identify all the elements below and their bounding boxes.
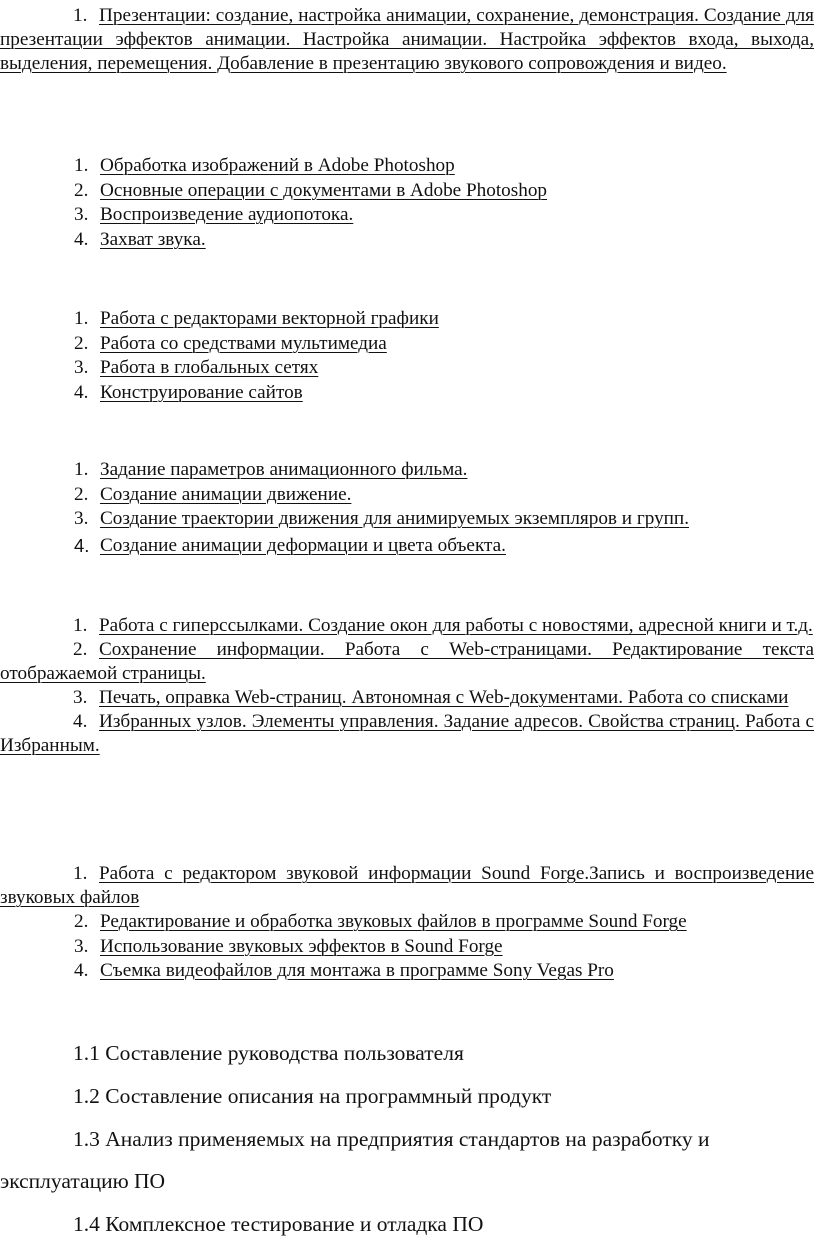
list-item xyxy=(0,228,816,253)
section-documentation xyxy=(0,1039,816,1238)
item-text: Задание параметров анимационного фильма. xyxy=(100,459,468,480)
list-item xyxy=(0,4,816,76)
list-item xyxy=(0,203,816,228)
item-text: Использование звуковых эффектов в Sound Forge xyxy=(100,935,503,957)
item-text: Обработка изображений в Adobe Photoshop xyxy=(100,155,455,176)
item-number: 2. xyxy=(74,911,89,932)
section-photoshop xyxy=(0,154,816,252)
item-text: Работа с редактором звуковой информации Sound Forge.Запись и воспроизведение звуковых файлов xyxy=(0,863,814,908)
item-number: 4. xyxy=(74,960,89,981)
item-text: Воспроизведение аудиопотока. xyxy=(100,204,354,225)
item-text: Работа с гиперссылками. Создание окон для работы с новостями, адресной книги и т.д. xyxy=(99,615,813,636)
list-item xyxy=(0,483,816,508)
item-number: 1. xyxy=(73,615,88,636)
list-item xyxy=(0,862,816,910)
list-item xyxy=(0,638,816,686)
item-number: 4. xyxy=(74,228,89,250)
section-web-browser xyxy=(0,614,816,758)
list-item xyxy=(0,356,816,381)
item-text: Сохранение информации. Работа с Web-страницами. Редактирование текста отображаемой страницы. xyxy=(0,639,814,684)
section-sound-forge xyxy=(0,862,816,984)
item-text: Работа со средствами мультимедиа xyxy=(100,332,387,354)
section-presentations xyxy=(0,4,816,76)
item-text: Работа в глобальных сетях xyxy=(100,357,319,378)
item-number: 3. xyxy=(74,508,89,529)
item-text: Презентации: создание, настройка анимации, сохранение, демонстрация. Создание для презентации эффектов анимации. Настройка анимации. Настройка эффектов входа, выхода, выделения, перемещения. Добавление в презентацию звукового сопровождения и видео. xyxy=(0,5,814,74)
item-text: Захват звука. xyxy=(100,228,206,250)
item-text: Создание траектории движения для анимируемых экземпляров и групп. xyxy=(100,508,689,529)
item-text: Работа с редакторами векторной графики xyxy=(100,308,439,329)
item-text: Создание анимации деформации и цвета объекта. xyxy=(100,534,506,556)
item-number: 3. xyxy=(73,687,88,708)
list-item xyxy=(0,686,816,710)
list-item: 1.1 Составление руководства пользователя xyxy=(73,1041,464,1065)
item-number: 1. xyxy=(74,155,89,176)
item-number: 3. xyxy=(74,357,89,378)
item-number: 4. xyxy=(74,381,89,403)
list-item xyxy=(0,959,816,984)
item-text: Конструирование сайтов xyxy=(100,381,303,403)
list-item xyxy=(0,532,816,559)
item-number: 3. xyxy=(74,935,89,957)
item-number: 1. xyxy=(73,5,88,26)
list-item xyxy=(0,154,816,179)
section-vector-graphics xyxy=(0,307,816,405)
list-item xyxy=(0,910,816,935)
item-text: Избранных узлов. Элементы управления. Задание адресов. Свойства страниц. Работа с Избранным. xyxy=(0,711,814,756)
item-number: 1. xyxy=(74,308,89,329)
list-item: 1.3 Анализ применяемых на предприятия стандартов на разработку и эксплуатацию ПО xyxy=(0,1127,710,1193)
list-item xyxy=(0,710,816,758)
item-number: 2. xyxy=(74,332,89,354)
item-text: Редактирование и обработка звуковых файлов в программе Sound Forge xyxy=(100,911,687,932)
list-item xyxy=(0,935,816,960)
list-item xyxy=(0,179,816,204)
list-item: 1.4 Комплексное тестирование и отладка ПО xyxy=(73,1212,484,1236)
item-number: 2. xyxy=(74,179,89,201)
item-number: 2. xyxy=(74,483,89,505)
item-number: 4. xyxy=(74,534,90,556)
item-number: 2. xyxy=(73,639,88,660)
section-animation xyxy=(0,458,816,559)
item-number: 1. xyxy=(73,863,88,884)
item-text: Съемка видеофайлов для монтажа в программе Sony Vegas Pro xyxy=(100,960,614,981)
list-item xyxy=(0,332,816,357)
item-number: 4. xyxy=(73,711,88,732)
list-item xyxy=(0,307,816,332)
list-item xyxy=(0,507,816,532)
list-item xyxy=(0,381,816,406)
item-text: Создание анимации движение. xyxy=(100,483,352,505)
item-text: Печать, оправка Web-страниц. Автономная с Web-документами. Работа со списками xyxy=(99,687,789,708)
item-text: Основные операции с документами в Adobe Photoshop xyxy=(100,179,548,201)
list-item xyxy=(0,614,816,638)
list-item xyxy=(0,458,816,483)
item-number: 1. xyxy=(74,459,89,480)
list-item: 1.2 Составление описания на программный продукт xyxy=(73,1084,552,1108)
item-number: 3. xyxy=(74,204,89,225)
